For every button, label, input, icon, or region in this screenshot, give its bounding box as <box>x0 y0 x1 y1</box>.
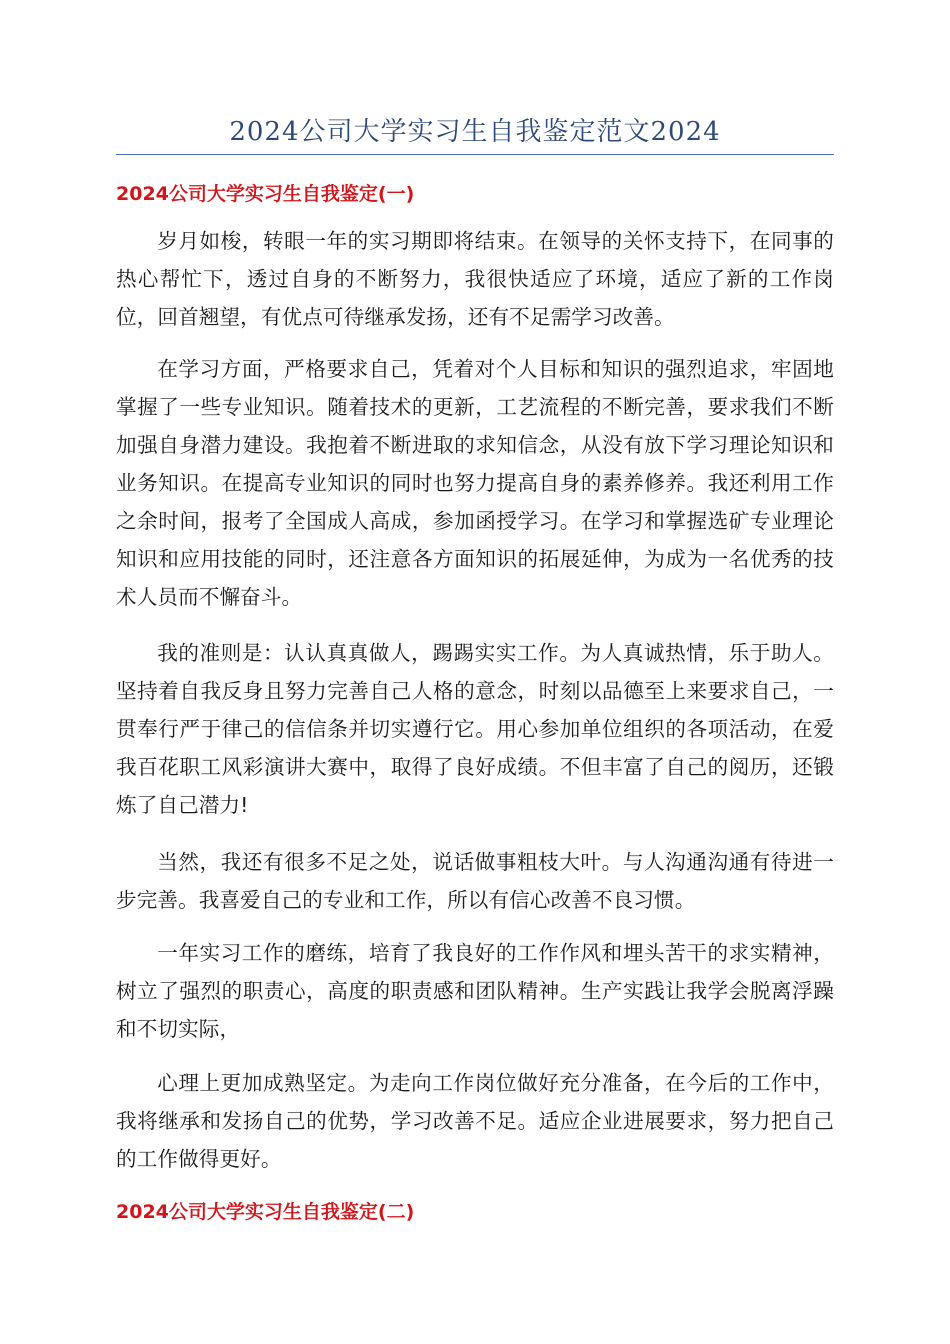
paragraph-text: 心理上更加成熟坚定。为走向工作岗位做好充分准备，在今后的工作中，我将继承和发扬自己的优势，学习改善不足。适应企业进展要求，努力把自己的工作做得更好。 <box>116 1071 834 1171</box>
section-heading-1: 2024公司大学实习生自我鉴定(一) <box>116 183 415 205</box>
paragraph-text: 当然，我还有很多不足之处，说话做事粗枝大叶。与人沟通沟通有待进一步完善。我喜爱自己的专业和工作，所以有信心改善不良习惯。 <box>116 850 834 912</box>
paragraph-1 <box>116 222 834 336</box>
paragraph-text: 一年实习工作的磨练，培育了我良好的工作作风和埋头苦干的求实精神，树立了强烈的职责心，高度的职责感和团队精神。生产实践让我学会脱离浮躁和不切实际， <box>116 941 834 1041</box>
paragraph-5 <box>116 934 834 1048</box>
paragraph-3 <box>116 634 834 824</box>
paragraph-text: 岁月如梭，转眼一年的实习期即将结束。在领导的关怀支持下，在同事的热心帮忙下，透过自身的不断努力，我很快适应了环境，适应了新的工作岗位，回首翘望，有优点可待继承发扬，还有不足需学习改善。 <box>116 229 834 329</box>
paragraph-text: 在学习方面，严格要求自己，凭着对个人目标和知识的强烈追求，牢固地掌握了一些专业知识。随着技术的更新，工艺流程的不断完善，要求我们不断加强自身潜力建设。我抱着不断进取的求知信念，从没有放下学习理论知识和业务知识。在提高专业知识的同时也努力提高自身的素养修养。我还利用工作之余时间，报考了全国成人高成，参加函授学习。在学习和掌握选矿专业理论知识和应用技能的同时，还注意各方面知识的拓展延伸，为成为一名优秀的技术人员而不懈奋斗。 <box>116 357 834 609</box>
paragraph-4 <box>116 843 834 919</box>
document-title: 2024公司大学实习生自我鉴定范文2024 <box>229 117 721 147</box>
paragraph-2 <box>116 350 834 616</box>
section-heading-2: 2024公司大学实习生自我鉴定(二) <box>116 1201 415 1223</box>
paragraph-6 <box>116 1064 834 1178</box>
paragraph-text: 我的准则是：认认真真做人，踢踢实实工作。为人真诚热情，乐于助人。坚持着自我反身且努力完善自己人格的意念，时刻以品德至上来要求自己，一贯奉行严于律己的信信条并切实遵行它。用心参加单位组织的各项活动，在爱我百花职工风彩演讲大赛中，取得了良好成绩。不但丰富了自己的阅历，还锻炼了自己潜力! <box>116 641 834 817</box>
title-underline <box>116 154 834 155</box>
